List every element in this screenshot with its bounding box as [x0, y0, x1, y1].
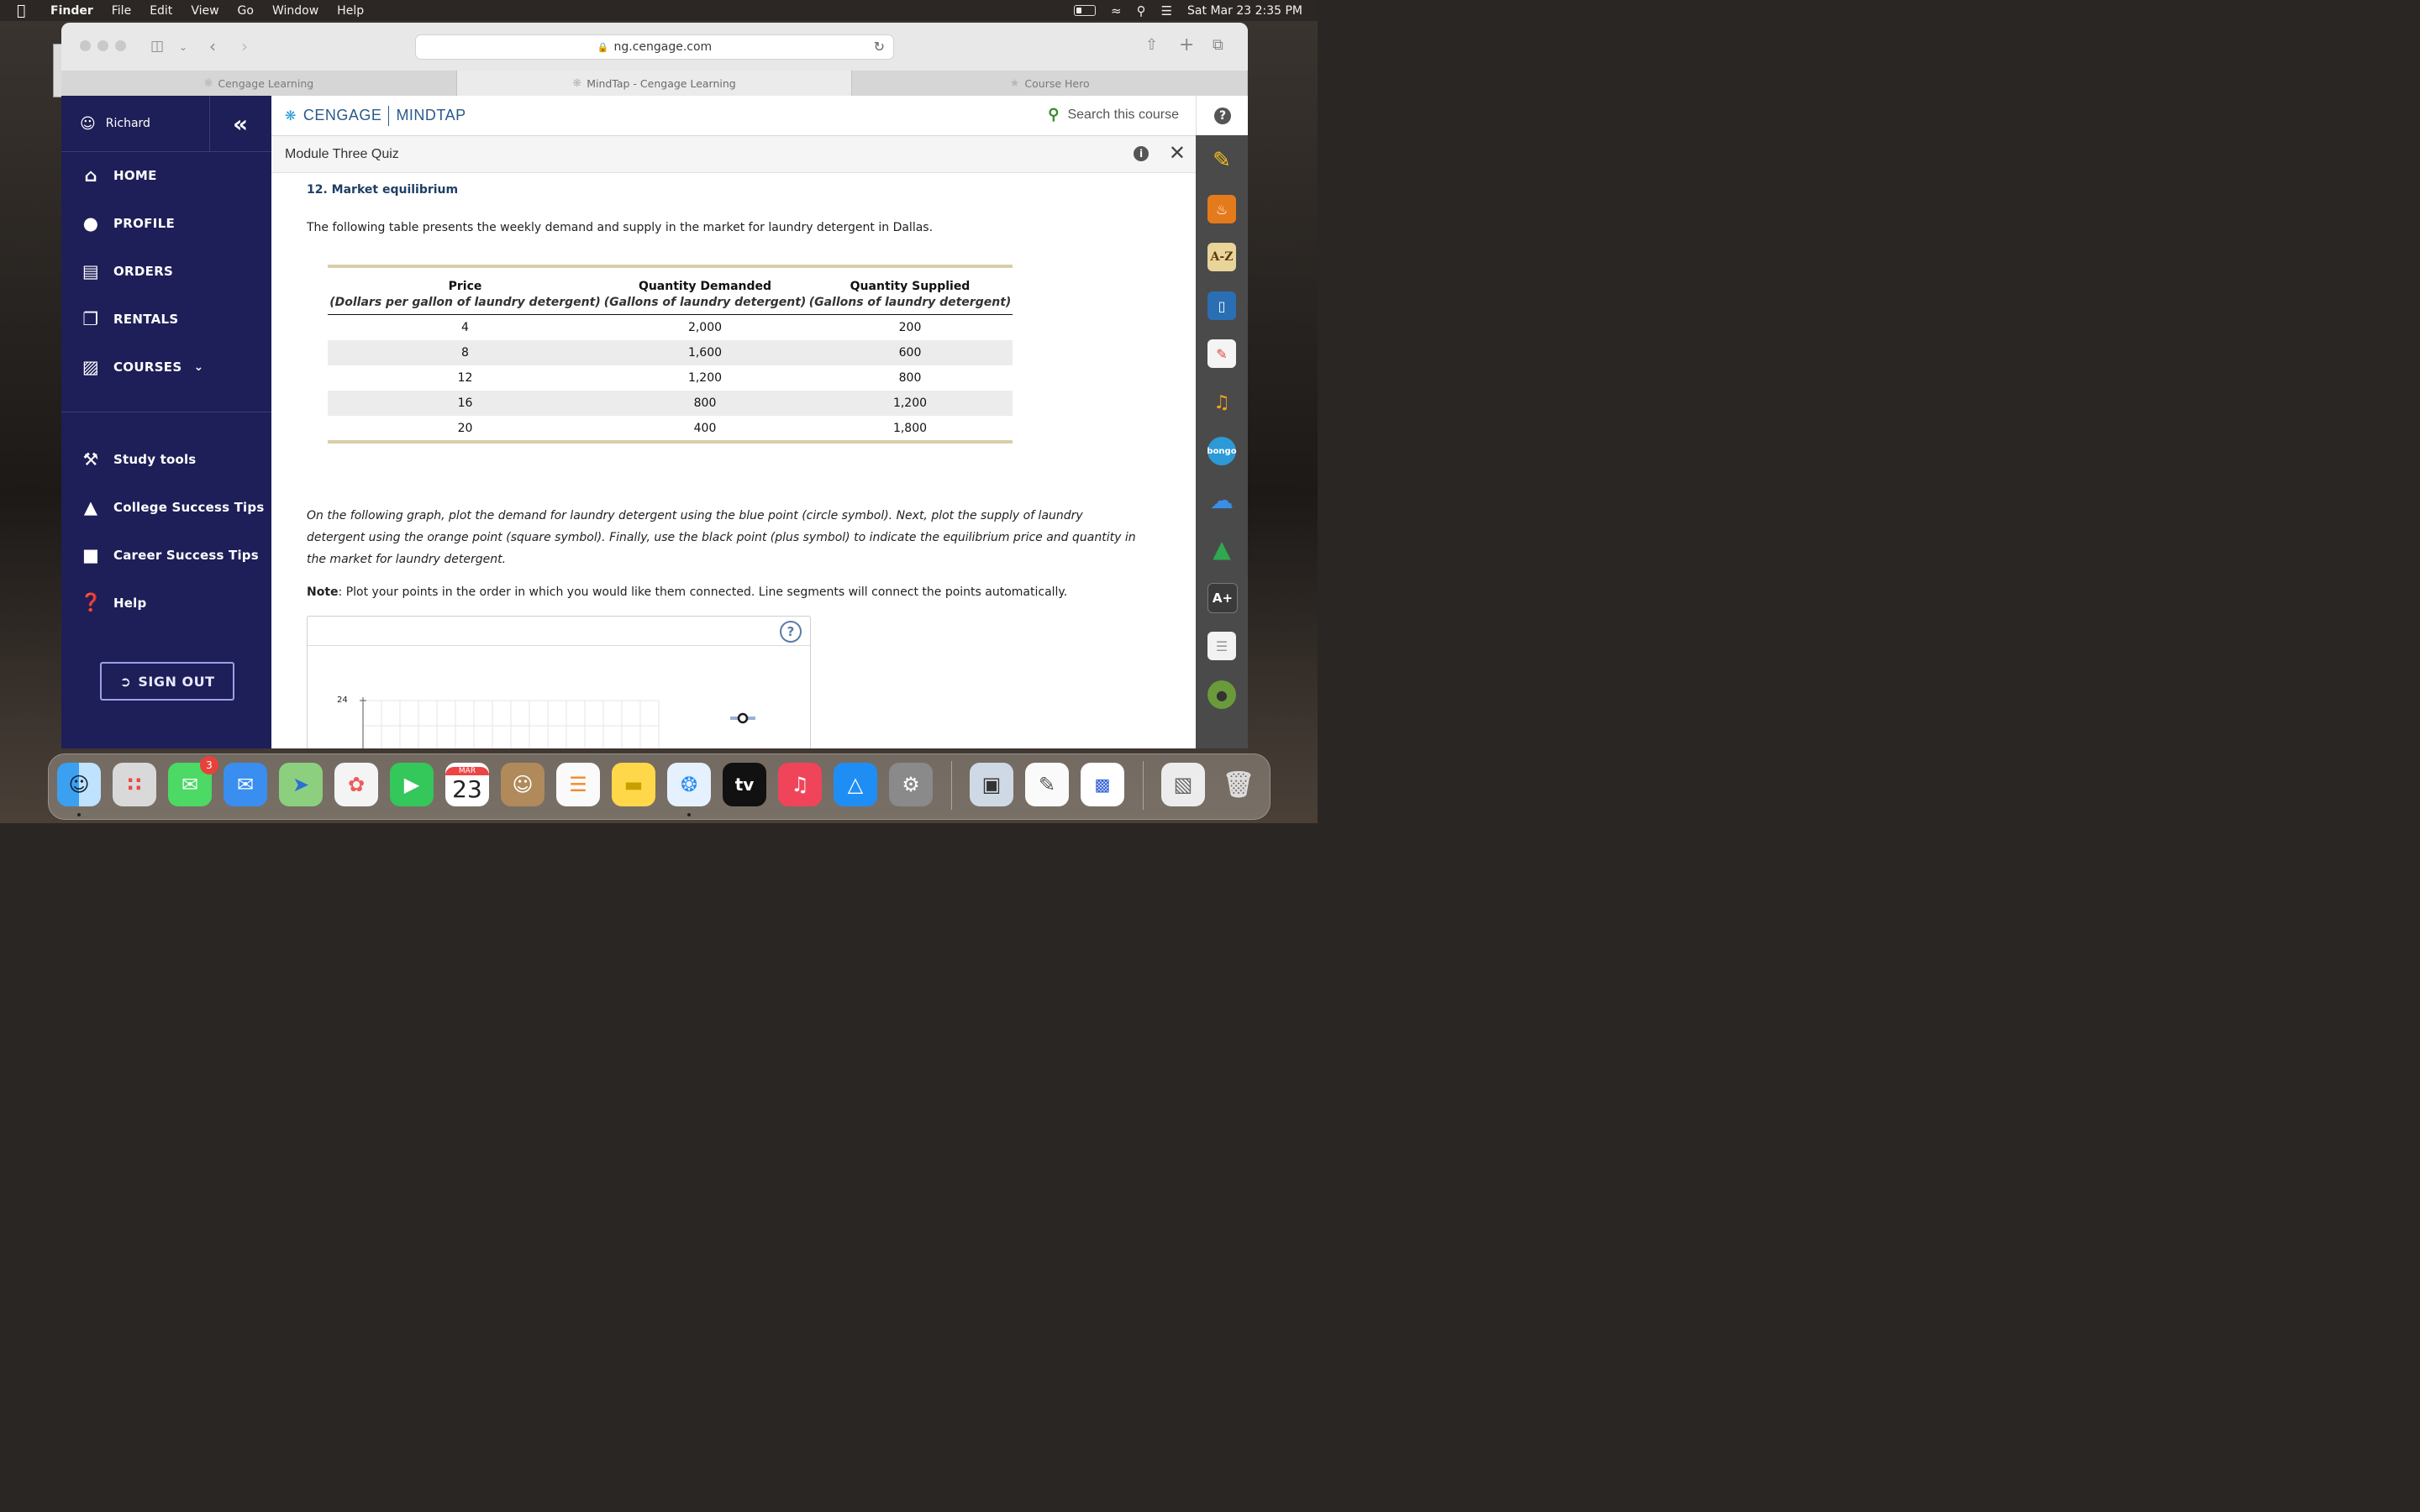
- nav-label: Career Success Tips: [113, 547, 259, 563]
- nav-rentals[interactable]: [61, 295, 271, 343]
- table-row: [328, 416, 1013, 441]
- notes-icon[interactable]: ✎: [1207, 339, 1236, 368]
- cell-qty-supplied: 600: [808, 340, 1013, 365]
- tab-course-hero[interactable]: [852, 71, 1248, 96]
- forward-icon[interactable]: ›: [241, 36, 248, 56]
- back-icon[interactable]: ‹: [209, 36, 216, 56]
- system-settings-icon[interactable]: ⚙: [889, 763, 933, 806]
- launchpad-icon[interactable]: ∷: [113, 763, 156, 806]
- notes-app-icon[interactable]: ▬: [612, 763, 655, 806]
- preview-icon[interactable]: ▣: [970, 763, 1013, 806]
- bongo-icon[interactable]: [1207, 437, 1236, 465]
- home-icon: ⌂: [84, 165, 97, 186]
- col-subheader-price: (Dollars per gallon of laundry detergent): [328, 296, 602, 315]
- cell-qty-demanded: 800: [602, 391, 808, 416]
- col-header-price: Price: [448, 280, 482, 293]
- nav-career-success-tips[interactable]: [61, 531, 271, 579]
- graph-help-icon[interactable]: ?: [780, 621, 802, 643]
- courses-icon: ▨: [82, 356, 100, 377]
- browser-toolbar: [61, 23, 1248, 71]
- question-area: [271, 173, 1196, 748]
- question-intro: The following table presents the weekly demand and supply in the market for laundry detergent in Dallas.: [307, 221, 934, 234]
- wifi-icon[interactable]: ≈: [1111, 3, 1122, 18]
- nav-study-tools[interactable]: [61, 435, 271, 483]
- search-placeholder: Search this course: [1067, 107, 1179, 122]
- messages-icon[interactable]: ✉ 3: [168, 763, 212, 806]
- nav-help[interactable]: [61, 579, 271, 627]
- info-icon[interactable]: i: [1134, 146, 1149, 161]
- user-menu[interactable]: [61, 96, 210, 152]
- profile-icon: ●: [82, 213, 99, 234]
- tv-label: tv: [734, 774, 755, 795]
- cell-price: 20: [457, 422, 473, 435]
- cengage-mindtap-logo[interactable]: [285, 106, 466, 126]
- tab-label: Cengage Learning: [218, 76, 314, 90]
- rss-icon[interactable]: ♨: [1207, 195, 1236, 223]
- quiz-title: Module Three Quiz: [285, 146, 399, 161]
- running-indicator: [77, 813, 81, 816]
- a-z-icon[interactable]: [1207, 243, 1236, 271]
- collapse-sidebar-button[interactable]: «: [209, 96, 271, 152]
- user-name: Richard: [105, 117, 150, 130]
- safari-window: [61, 23, 1248, 748]
- trash-icon[interactable]: 🗑: [1222, 769, 1255, 800]
- search-icon: ⚲: [1048, 106, 1060, 123]
- cell-qty-demanded: 2,000: [687, 321, 723, 334]
- menu-view[interactable]: View: [191, 3, 219, 18]
- calendar-month: MAR: [445, 767, 489, 775]
- messages-badge: 3: [200, 756, 218, 774]
- mindtap-header: [271, 96, 1196, 136]
- cell-qty-demanded: 1,200: [687, 371, 723, 385]
- address-bar[interactable]: [415, 34, 894, 60]
- avatar-icon[interactable]: ●: [1207, 680, 1236, 709]
- sidebar-toggle-icon[interactable]: ◫: [150, 38, 165, 55]
- tab-bar: [61, 71, 1248, 96]
- library-icon: ❐: [82, 308, 99, 329]
- book-icon[interactable]: ▯: [1207, 291, 1236, 320]
- menu-app-name[interactable]: Finder: [50, 3, 93, 18]
- cell-qty-supplied: 1,200: [808, 391, 1013, 416]
- maps-icon[interactable]: ➤: [279, 763, 323, 806]
- right-app-bar: [1196, 96, 1248, 748]
- lock-icon: 🔒: [597, 41, 609, 53]
- brand-mindtap: MINDTAP: [396, 107, 466, 123]
- ibi-app-icon[interactable]: ▩: [1081, 763, 1124, 806]
- graph-canvas[interactable]: [308, 617, 810, 748]
- reload-icon[interactable]: ↻: [873, 39, 885, 55]
- menu-go[interactable]: Go: [237, 3, 254, 18]
- secondary-nav: [61, 435, 271, 627]
- music-icon[interactable]: ♫: [778, 763, 822, 806]
- highlighter-icon[interactable]: ✎: [1213, 148, 1231, 173]
- dock-separator: [951, 761, 952, 810]
- quiz-title-bar: [271, 136, 1196, 173]
- nav-label: Help: [113, 595, 147, 611]
- chevron-down-icon[interactable]: ⌄: [179, 41, 188, 53]
- y-axis-tick-label: 24: [337, 696, 348, 705]
- flashcards-icon[interactable]: ☰: [1207, 632, 1236, 660]
- audio-icon[interactable]: ♫: [1213, 391, 1230, 413]
- user-icon: ☺: [80, 114, 96, 133]
- battery-icon[interactable]: [1074, 5, 1096, 16]
- reminders-icon[interactable]: ☰: [556, 763, 600, 806]
- nav-label: RENTALS: [113, 311, 179, 327]
- cell-qty-supplied: 200: [898, 321, 922, 334]
- control-center-icon[interactable]: ☰: [1160, 3, 1173, 18]
- cell-price: 4: [461, 321, 469, 334]
- wrench-icon: ⚒: [82, 449, 99, 470]
- table-bottom-rule: [328, 440, 1013, 444]
- safari-icon[interactable]: ❂: [667, 763, 711, 806]
- question-icon: ?: [1214, 108, 1231, 124]
- bongo-label: bongo: [1207, 446, 1237, 456]
- zoom-window-button[interactable]: [115, 40, 126, 51]
- col-header-qty-supplied: Quantity Supplied: [850, 280, 971, 293]
- apple-menu-icon[interactable]: [17, 3, 32, 18]
- table-row: [328, 315, 1013, 341]
- nav-label: ORDERS: [113, 263, 174, 279]
- nav-college-success-tips[interactable]: [61, 483, 271, 531]
- chevron-down-icon: ⌄: [193, 360, 204, 374]
- tv-icon[interactable]: [723, 763, 766, 806]
- grid-lines: [363, 701, 659, 748]
- aplus-label: A+: [1212, 591, 1234, 606]
- photos-icon[interactable]: ✿: [334, 763, 378, 806]
- graduation-cap-icon: ▲: [83, 496, 98, 517]
- cell-qty-demanded: 400: [693, 422, 717, 435]
- textedit-icon[interactable]: ✎: [1025, 763, 1069, 806]
- tab-label: Course Hero: [1024, 76, 1090, 90]
- nav-courses[interactable]: [61, 343, 271, 391]
- table-row: [328, 340, 1013, 365]
- tab-overview-icon[interactable]: ⧉: [1213, 36, 1223, 54]
- nav-label: Study tools: [113, 451, 197, 467]
- finder-icon[interactable]: ☺: [57, 763, 101, 806]
- cell-qty-supplied: 1,800: [892, 422, 928, 435]
- menu-clock[interactable]: Sat Mar 23 2:35 PM: [1187, 3, 1302, 18]
- graph-instructions: On the following graph, plot the demand for laundry detergent using the blue point (circle symbol). Next, plot the supply of laundry detergent using the orange point (square symbol). Finally, use the black point (plus symbol) to indicate the equilibrium price and quantity in the market for laundry detergent.: [307, 509, 1136, 566]
- contacts-icon[interactable]: ☺: [501, 763, 544, 806]
- menu-window[interactable]: Window: [271, 3, 319, 18]
- facetime-icon[interactable]: ▶: [390, 763, 434, 806]
- share-icon[interactable]: ⇧: [1145, 36, 1159, 54]
- dock: [48, 753, 1270, 820]
- left-sidebar: [61, 96, 271, 748]
- col-subheader-qty-supplied: (Gallons of laundry detergent): [808, 296, 1013, 315]
- cell-price: 8: [328, 340, 602, 365]
- tab-label: MindTap - Cengage Learning: [587, 76, 736, 90]
- nav-profile[interactable]: [61, 199, 271, 247]
- cengage-favicon-icon: ❋: [203, 76, 213, 90]
- main-nav: [61, 151, 271, 391]
- spotlight-search-icon[interactable]: ⚲: [1136, 3, 1146, 18]
- col-subheader-qty-demanded: (Gallons of laundry detergent): [602, 296, 808, 315]
- drive-icon[interactable]: ▲: [1213, 534, 1231, 563]
- help-circle-icon: ❓: [80, 592, 103, 612]
- table-row: [328, 365, 1013, 391]
- cell-price: 12: [457, 371, 473, 385]
- new-tab-icon[interactable]: +: [1179, 34, 1195, 55]
- nav-home[interactable]: [61, 151, 271, 199]
- menu-bar: [0, 0, 1318, 21]
- cengage-logo-icon: ❋: [285, 108, 297, 123]
- course-hero-favicon-icon: ★: [1009, 76, 1020, 90]
- aplus-icon[interactable]: [1207, 583, 1238, 613]
- help-button[interactable]: [1196, 96, 1248, 135]
- table-row: [328, 391, 1013, 416]
- running-indicator: [687, 813, 691, 816]
- page-content: [61, 96, 1248, 748]
- cell-qty-demanded: 1,600: [602, 340, 808, 365]
- sign-out-icon: ➲: [119, 673, 132, 690]
- minimize-window-button[interactable]: [97, 40, 108, 51]
- dock-separator: [1143, 761, 1144, 810]
- cell-price: 16: [328, 391, 602, 416]
- nav-label: College Success Tips: [113, 499, 265, 515]
- menu-help[interactable]: Help: [337, 3, 365, 18]
- a-z-label: A-Z: [1210, 250, 1234, 264]
- col-header-qty-demanded: Quantity Demanded: [638, 280, 772, 293]
- main-content: [271, 96, 1196, 748]
- receipt-icon: ▤: [82, 260, 100, 281]
- downloads-folder-icon[interactable]: ▧: [1161, 763, 1205, 806]
- tab-cengage-learning[interactable]: [61, 71, 457, 96]
- mail-icon[interactable]: ✉: [224, 763, 267, 806]
- note-label: Note: [307, 585, 339, 599]
- graph-note: [307, 585, 1067, 599]
- demand-supply-table: [328, 265, 1013, 441]
- menu-file[interactable]: File: [111, 3, 132, 18]
- app-store-icon[interactable]: △: [834, 763, 877, 806]
- question-title: 12. Market equilibrium: [307, 183, 459, 197]
- tab-mindtap[interactable]: [457, 71, 853, 96]
- note-text: : Plot your points in the order in which you would like them connected. Line segments will connect the points automatically.: [338, 585, 1068, 599]
- brand-cengage: CENGAGE: [302, 107, 382, 123]
- calendar-day: 23: [452, 774, 482, 803]
- course-search[interactable]: [1048, 106, 1179, 123]
- logo-divider: [388, 106, 389, 126]
- nav-orders[interactable]: [61, 247, 271, 295]
- menu-edit[interactable]: Edit: [150, 3, 173, 18]
- sign-out-label: SIGN OUT: [138, 673, 215, 690]
- nav-label: HOME: [113, 167, 157, 183]
- cengage-favicon-icon: ❋: [572, 76, 582, 90]
- graph-tool: [307, 616, 811, 748]
- briefcase-icon: ■: [82, 544, 100, 565]
- close-icon[interactable]: ✕: [1168, 141, 1186, 165]
- nav-label: COURSES: [113, 359, 182, 375]
- cell-qty-supplied: 800: [898, 371, 922, 385]
- nav-label: PROFILE: [113, 215, 176, 231]
- close-window-button[interactable]: [80, 40, 91, 51]
- calendar-icon[interactable]: [445, 763, 489, 806]
- sign-out-button[interactable]: [100, 662, 234, 701]
- demand-point-tool[interactable]: [739, 714, 747, 722]
- cloud-icon[interactable]: ☁: [1210, 486, 1234, 514]
- url-text: ng.cengage.com: [613, 40, 713, 54]
